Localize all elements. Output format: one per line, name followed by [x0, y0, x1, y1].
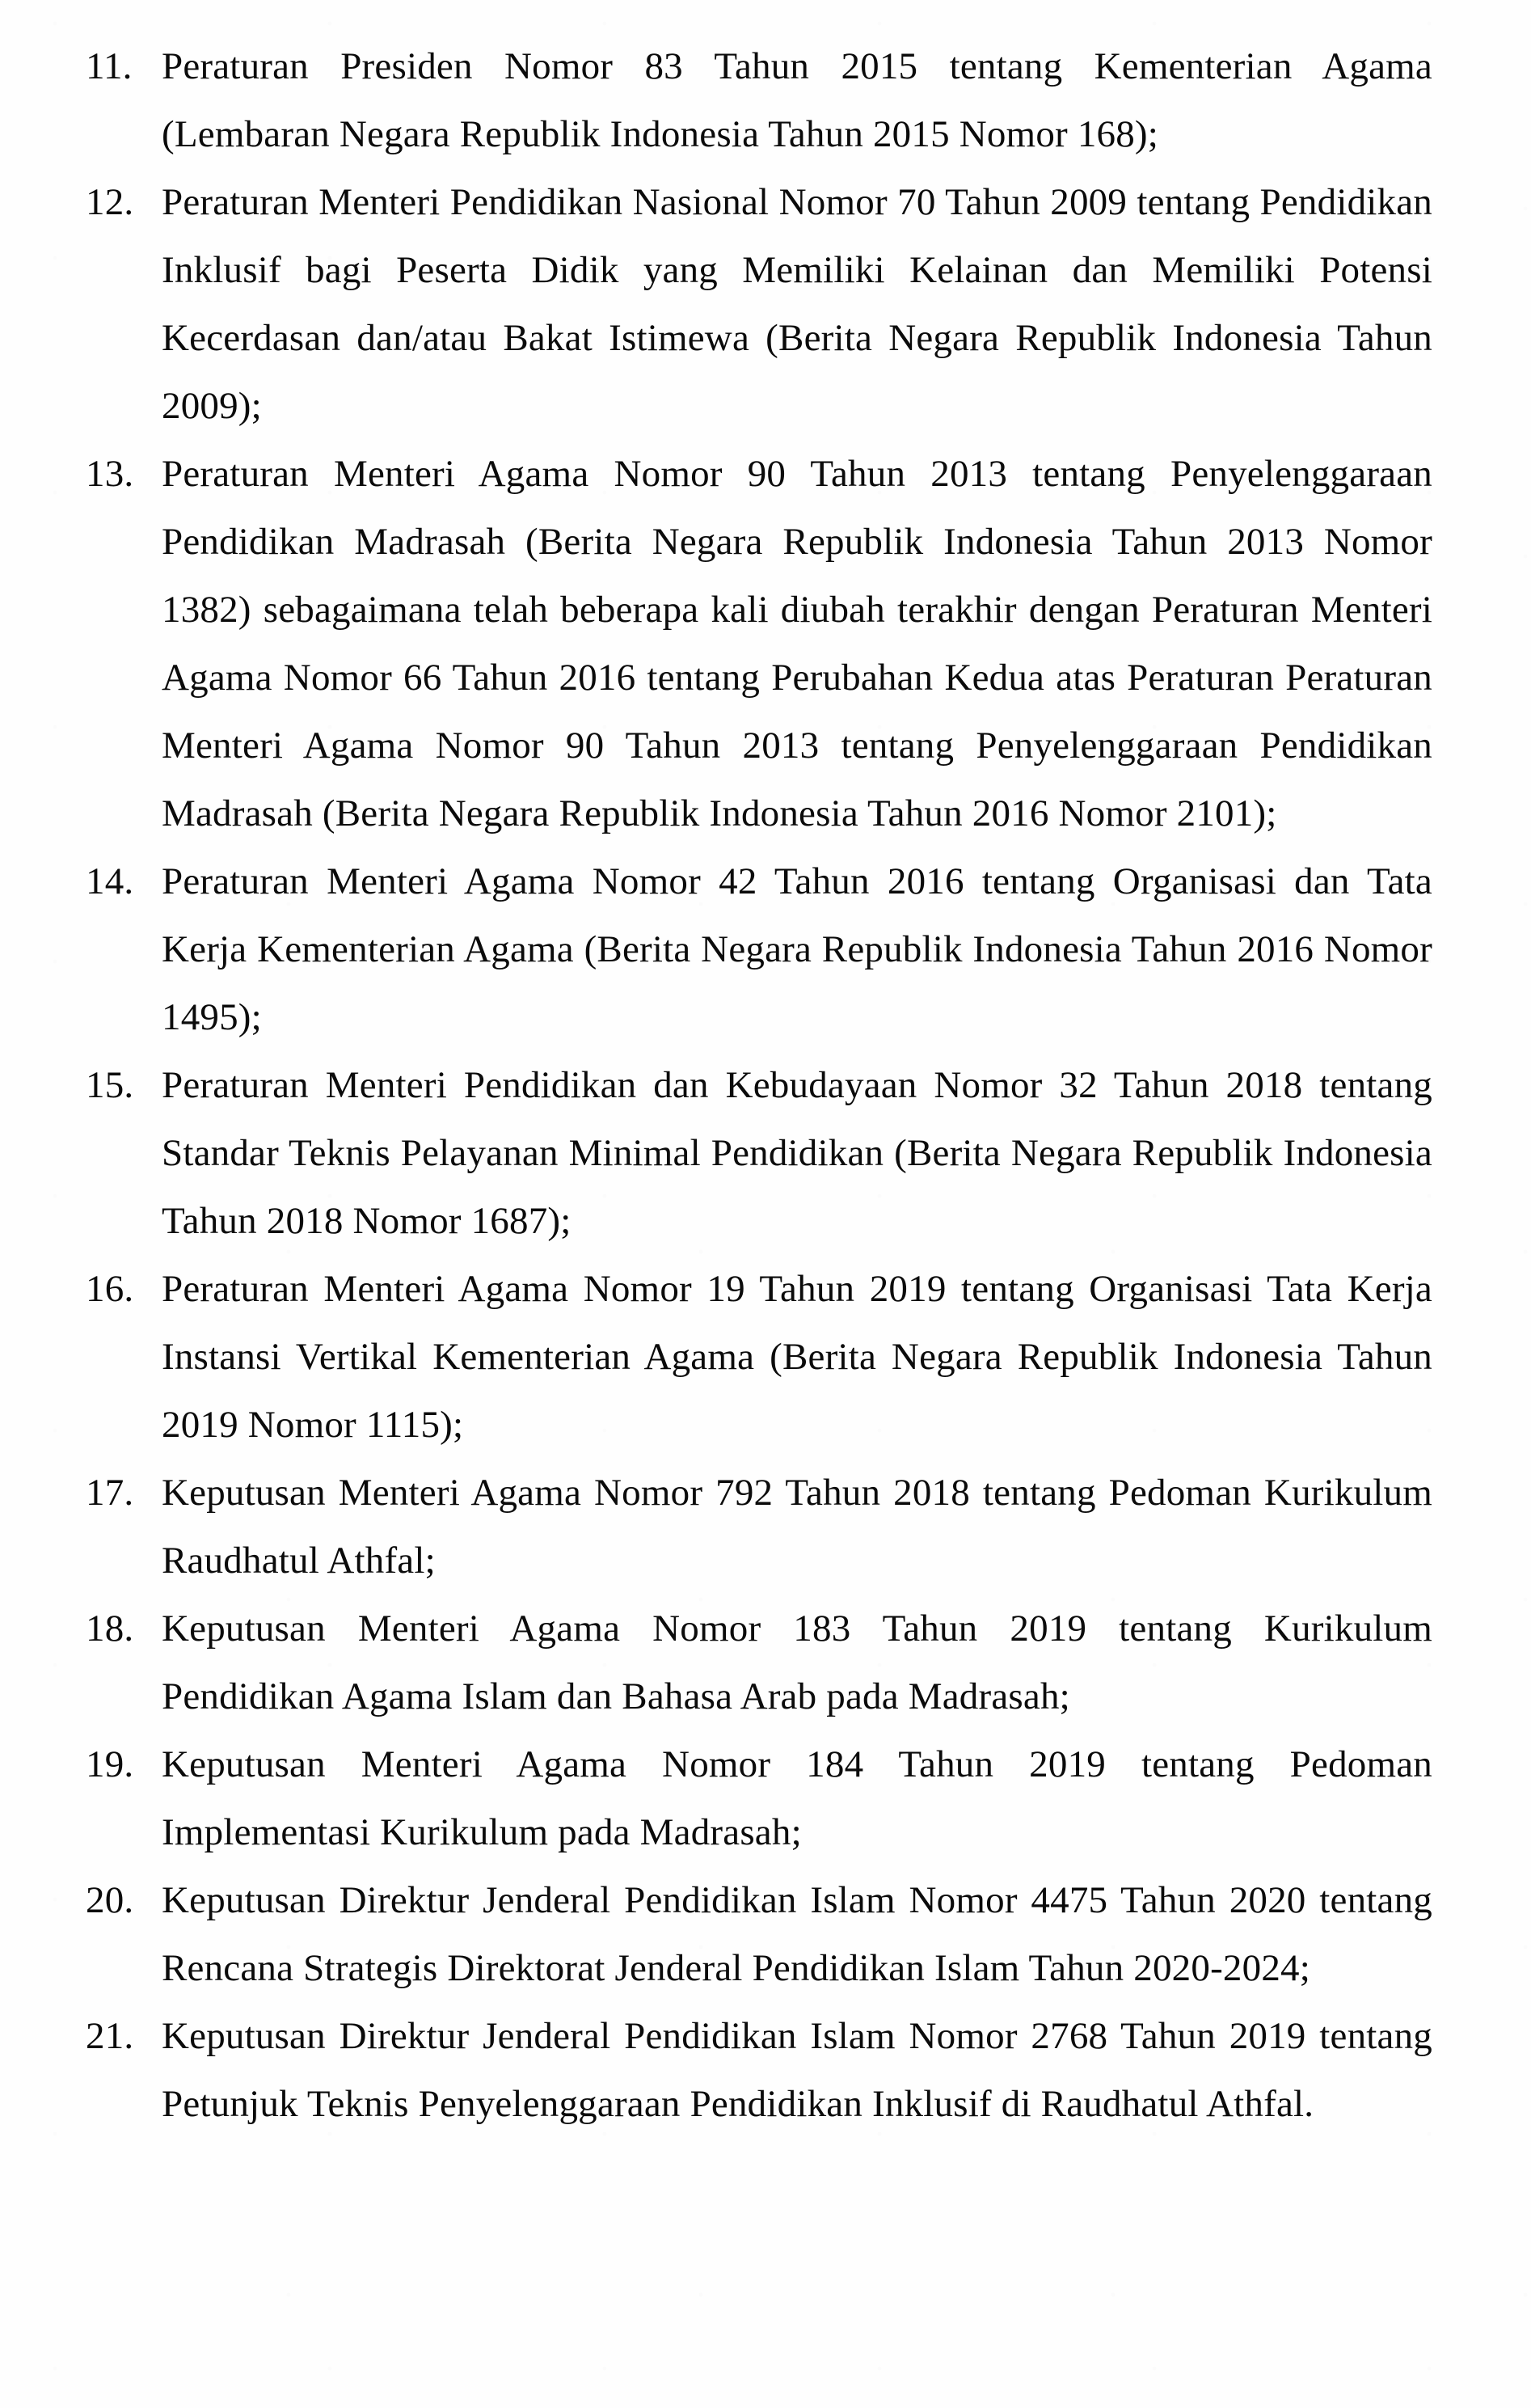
list-item	[86, 1595, 1432, 1730]
list-item-text: Peraturan Menteri Agama Nomor 42 Tahun 2016 tentang Organisasi dan Tata Kerja Kementerian Agama (Berita Negara Republik Indonesia Tahun 2016 Nomor 1495);	[162, 860, 1432, 1038]
list-item-number: 14.	[86, 860, 134, 902]
list-item-number: 21.	[86, 2015, 134, 2057]
list-item-number: 11.	[86, 45, 133, 87]
list-item-text: Keputusan Menteri Agama Nomor 183 Tahun 2019 tentang Kurikulum Pendidikan Agama Islam dan Bahasa Arab pada Madrasah;	[162, 1607, 1432, 1717]
list-item-number: 12.	[86, 181, 134, 223]
list-item	[86, 1255, 1432, 1459]
list-item-text: Peraturan Menteri Pendidikan Nasional Nomor 70 Tahun 2009 tentang Pendidikan Inklusif bagi Peserta Didik yang Memiliki Kelainan dan Memiliki Potensi Kecerdasan dan/atau Bakat Istimewa (Berita Negara Republik Indonesia Tahun 2009);	[162, 181, 1432, 427]
list-item-number: 20.	[86, 1879, 134, 1921]
list-item-number: 15.	[86, 1064, 134, 1106]
list-item	[86, 847, 1432, 1051]
list-item	[86, 1866, 1432, 2002]
list-item-text: Peraturan Menteri Agama Nomor 19 Tahun 2019 tentang Organisasi Tata Kerja Instansi Vertikal Kementerian Agama (Berita Negara Republik Indonesia Tahun 2019 Nomor 1115);	[162, 1268, 1432, 1446]
list-item-text: Keputusan Direktur Jenderal Pendidikan Islam Nomor 4475 Tahun 2020 tentang Rencana Strategis Direktorat Jenderal Pendidikan Islam Tahun 2020-2024;	[162, 1879, 1432, 1989]
list-item	[86, 168, 1432, 440]
list-item	[86, 32, 1432, 168]
list-item-text: Peraturan Menteri Agama Nomor 90 Tahun 2013 tentang Penyelenggaraan Pendidikan Madrasah (Berita Negara Republik Indonesia Tahun 2013 Nomor 1382) sebagaimana telah beberapa kali diubah terakhir dengan Peraturan Menteri Agama Nomor 66 Tahun 2016 tentang Perubahan Kedua atas Peraturan Peraturan Menteri Agama Nomor 90 Tahun 2013 tentang Penyelenggaraan Pendidikan Madrasah (Berita Negara Republik Indonesia Tahun 2016 Nomor 2101);	[162, 453, 1432, 834]
list-item-text: Keputusan Direktur Jenderal Pendidikan Islam Nomor 2768 Tahun 2019 tentang Petunjuk Teknis Penyelenggaraan Pendidikan Inklusif di Raudhatul Athfal.	[162, 2015, 1432, 2125]
list-item-number: 13.	[86, 453, 134, 495]
legal-basis-list	[86, 32, 1432, 2138]
list-item-number: 18.	[86, 1607, 134, 1650]
list-item	[86, 1730, 1432, 1866]
list-item-text: Keputusan Menteri Agama Nomor 184 Tahun 2019 tentang Pedoman Implementasi Kurikulum pada Madrasah;	[162, 1743, 1432, 1853]
list-item-text: Keputusan Menteri Agama Nomor 792 Tahun 2018 tentang Pedoman Kurikulum Raudhatul Athfal;	[162, 1472, 1432, 1582]
list-item-number: 19.	[86, 1743, 134, 1785]
list-item-number: 16.	[86, 1268, 134, 1310]
list-item	[86, 1051, 1432, 1255]
list-item	[86, 440, 1432, 847]
list-item-text: Peraturan Menteri Pendidikan dan Kebudayaan Nomor 32 Tahun 2018 tentang Standar Teknis Pelayanan Minimal Pendidikan (Berita Negara Republik Indonesia Tahun 2018 Nomor 1687);	[162, 1064, 1432, 1242]
list-item-number: 17.	[86, 1472, 134, 1514]
list-item	[86, 2002, 1432, 2138]
list-item	[86, 1459, 1432, 1595]
list-item-text: Peraturan Presiden Nomor 83 Tahun 2015 tentang Kementerian Agama (Lembaran Negara Republik Indonesia Tahun 2015 Nomor 168);	[162, 45, 1432, 155]
